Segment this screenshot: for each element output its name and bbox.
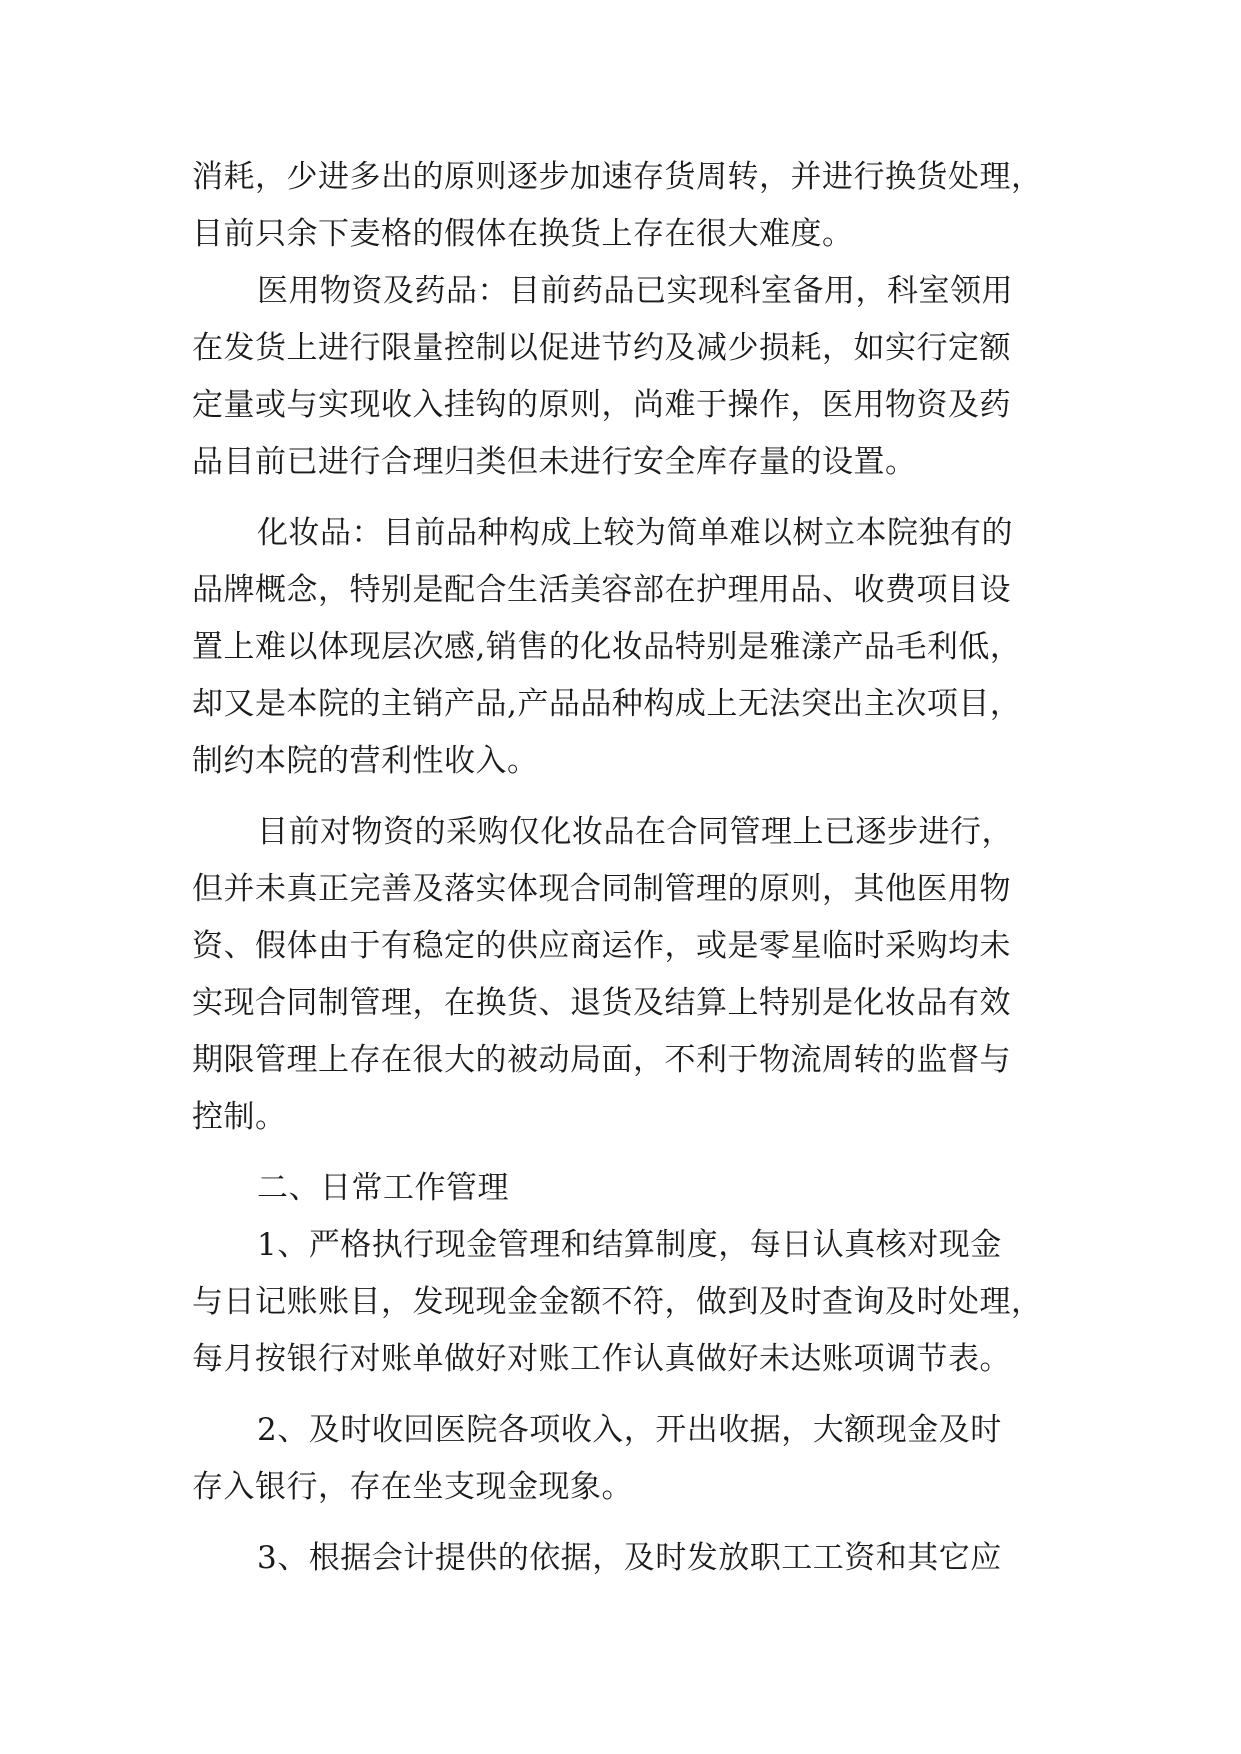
- text-line: 资、假体由于有稳定的供应商运作，或是零星临时采购均未: [192, 928, 1011, 964]
- text-line: 3、根据会计提供的依据，及时发放职工工资和其它应: [257, 1540, 1002, 1576]
- text-line: 但并未真正完善及落实体现合同制管理的原则，其他医用物: [192, 871, 1011, 907]
- text-line: 品目前已进行合理归类但未进行安全库存量的设置。: [192, 444, 917, 480]
- text-line: 实现合同制管理，在换货、退货及结算上特别是化妆品有效: [192, 985, 1011, 1021]
- text-line: 期限管理上存在很大的被动局面，不利于物流周转的监督与: [192, 1042, 1011, 1078]
- text-line: 却又是本院的主销产品,产品品种构成上无法突出主次项目，: [192, 686, 1022, 722]
- text-line: 控制。: [192, 1099, 287, 1135]
- text-line: 化妆品：目前品种构成上较为简单难以树立本院独有的: [257, 515, 1013, 551]
- text-line: 定量或与实现收入挂钩的原则，尚难于操作，医用物资及药: [192, 387, 1011, 423]
- text-line: 存入银行，存在坐支现金现象。: [192, 1469, 633, 1505]
- text-line: 制约本院的营利性收入。: [192, 743, 539, 779]
- text-line: 置上难以体现层次感,销售的化妆品特别是雅漾产品毛利低，: [192, 629, 1022, 665]
- text-line: 品牌概念，特别是配合生活美容部在护理用品、收费项目设: [192, 572, 1011, 608]
- text-line: 消耗，少进多出的原则逐步加速存货周转，并进行换货处理，: [192, 159, 1043, 195]
- text-line: 目前对物资的采购仅化妆品在合同管理上已逐步进行，: [257, 814, 1013, 850]
- text-line: 与日记账账目，发现现金金额不符，做到及时查询及时处理，: [192, 1284, 1043, 1320]
- text-line: 在发货上进行限量控制以促进节约及减少损耗，如实行定额: [192, 330, 1011, 366]
- text-line: 2、及时收回医院各项收入，开出收据，大额现金及时: [257, 1412, 1002, 1448]
- text-line: 医用物资及药品：目前药品已实现科室备用，科室领用: [257, 273, 1013, 309]
- section-heading: 二、日常工作管理: [257, 1170, 509, 1206]
- text-line: 每月按银行对账单做好对账工作认真做好未达账项调节表。: [192, 1341, 1011, 1377]
- text-line: 1、严格执行现金管理和结算制度，每日认真核对现金: [257, 1227, 1002, 1263]
- text-line: 目前只余下麦格的假体在换货上存在很大难度。: [192, 216, 854, 252]
